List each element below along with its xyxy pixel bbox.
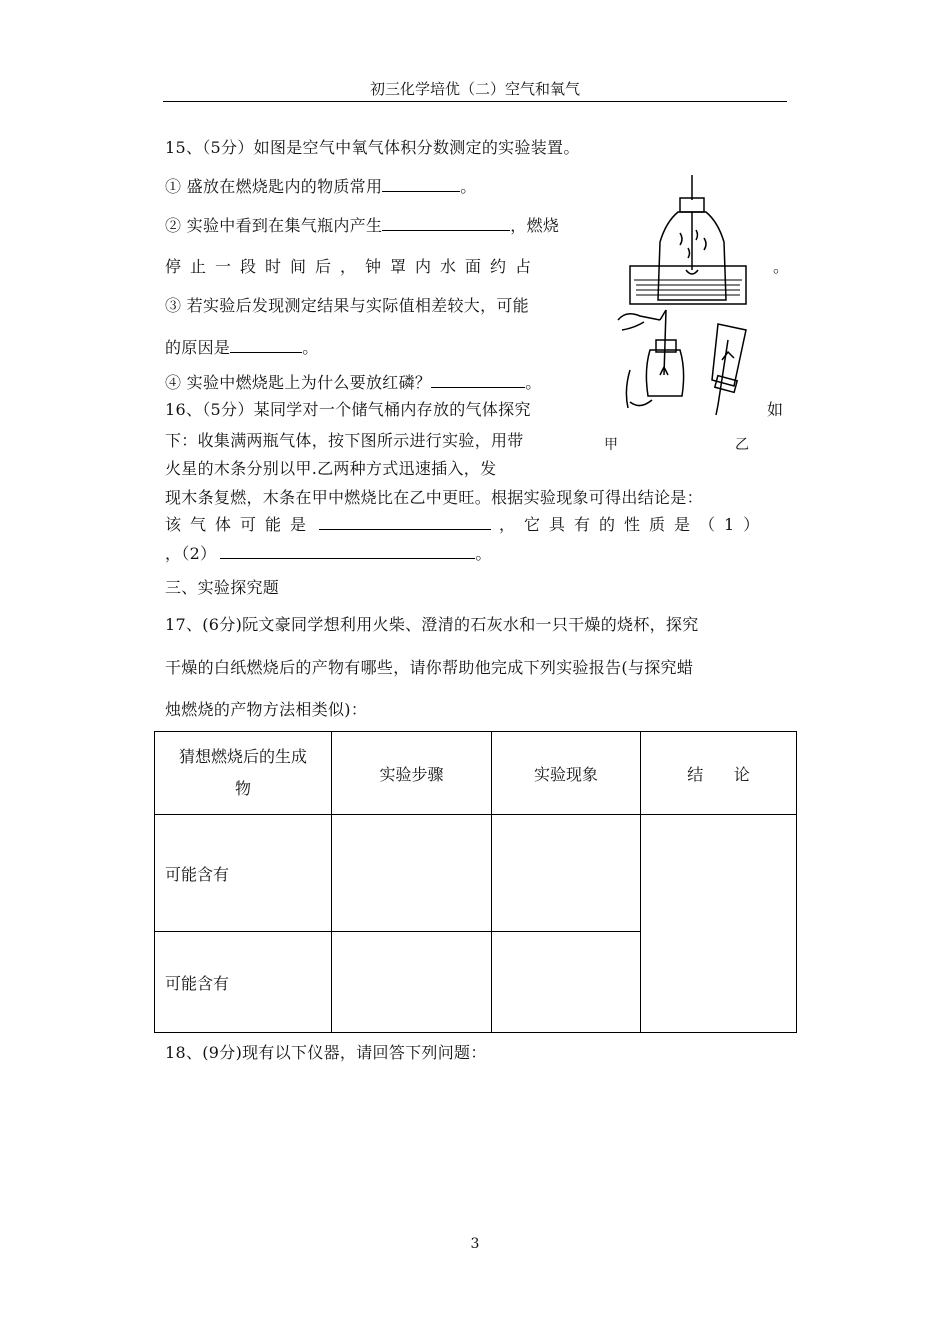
answer-blank (230, 338, 302, 353)
figure-label-jia: 甲 (604, 437, 618, 453)
q15-item2-line2: 停止一段时间后，钟罩内水面约占 (165, 257, 541, 276)
q16-line6-text: ，（2） (165, 544, 217, 563)
q17-line3: 烛燃烧的产物方法相类似)： (165, 700, 368, 719)
q15-item2-cont: ，燃烧 (510, 216, 560, 235)
answer-blank (431, 373, 525, 388)
experiment-report-table (154, 731, 797, 1033)
q18-line1: 18、(9分)现有以下仪器，请回答下列问题： (165, 1043, 487, 1062)
table-header-conclusion: 结 论 (641, 732, 797, 815)
q15-intro: 15、（5分）如图是空气中氧气体积分数测定的实验装置。 (165, 138, 580, 157)
experiment-apparatus-figure (600, 170, 790, 460)
header-rule (163, 101, 787, 102)
q16-line4: 现木条复燃，木条在甲中燃烧比在乙中更旺。根据实验现象可得出结论是： (165, 488, 703, 507)
answer-blank (382, 216, 510, 231)
q15-item3-line2 (165, 335, 319, 358)
q15-item1-end: 。 (460, 177, 477, 196)
table-header-guess-line2: 物 (234, 779, 251, 798)
answer-blank (319, 515, 491, 530)
table-cell-phenomena[interactable] (492, 815, 641, 932)
q15-item4-text: ④ 实验中燃烧匙上为什么要放红磷？ (165, 373, 432, 392)
table-header-steps: 实验步骤 (332, 732, 492, 815)
page-number: 3 (470, 1236, 480, 1252)
q16-line1: 16、（5分）某同学对一个储气桶内存放的气体探究 (165, 400, 531, 419)
page-header-title: 初三化学培优（二）空气和氧气 (369, 80, 580, 98)
q16-line5-cont: ，它具有的性质是（1） (499, 515, 769, 534)
table-header-phenomena: 实验现象 (492, 732, 641, 815)
q15-item3-end: 。 (302, 338, 319, 357)
q15-item4 (165, 370, 542, 393)
q16-line6 (165, 541, 492, 564)
q16-line5 (165, 512, 768, 535)
q17-line2: 干燥的白纸燃烧后的产物有哪些，请你帮助他完成下列实验报告(与探究蜡 (165, 658, 694, 677)
table-row-guess: 可能含有 (155, 932, 332, 1033)
table-row-guess: 可能含有 (155, 815, 332, 932)
q17-line1: 17、(6分)阮文豪同学想利用火柴、澄清的石灰水和一只干燥的烧杯，探究 (165, 615, 699, 634)
q15-item3-text: 的原因是 (165, 338, 231, 357)
table-cell-steps[interactable] (332, 932, 492, 1033)
answer-blank (382, 177, 460, 192)
table-row (155, 815, 797, 932)
table-header-guess-line1: 猜想燃烧后的生成 (178, 747, 307, 766)
q15-item3: ③ 若实验后发现测定结果与实际值相差较大，可能 (165, 296, 529, 315)
q15-item1-text: ① 盛放在燃烧匙内的物质常用 (165, 177, 383, 196)
section3-title: 三、实验探究题 (165, 578, 280, 597)
q16-line6-end: 。 (475, 544, 492, 563)
table-cell-phenomena[interactable] (492, 932, 641, 1033)
q15-item2-end: 。 (773, 257, 790, 276)
q15-item4-end: 。 (525, 373, 542, 392)
apparatus-illustration (600, 170, 790, 460)
answer-blank (220, 544, 475, 559)
q16-line1-end: 如 (767, 400, 784, 419)
table-cell-conclusion[interactable] (641, 815, 797, 1033)
table-header-guess (155, 732, 332, 815)
figure-label-yi: 乙 (735, 437, 749, 453)
table-cell-steps[interactable] (332, 815, 492, 932)
table-header-row (155, 732, 797, 815)
q16-line2: 下：收集满两瓶气体，按下图所示进行实验，用带 (165, 431, 524, 450)
q15-item2 (165, 213, 559, 236)
q16-line5-text: 该气体可能是 (165, 515, 316, 534)
q15-item2-text: ② 实验中看到在集气瓶内产生 (165, 216, 383, 235)
q15-item1 (165, 174, 477, 197)
q16-line3: 火星的木条分别以甲.乙两种方式迅速插入，发 (165, 459, 497, 478)
